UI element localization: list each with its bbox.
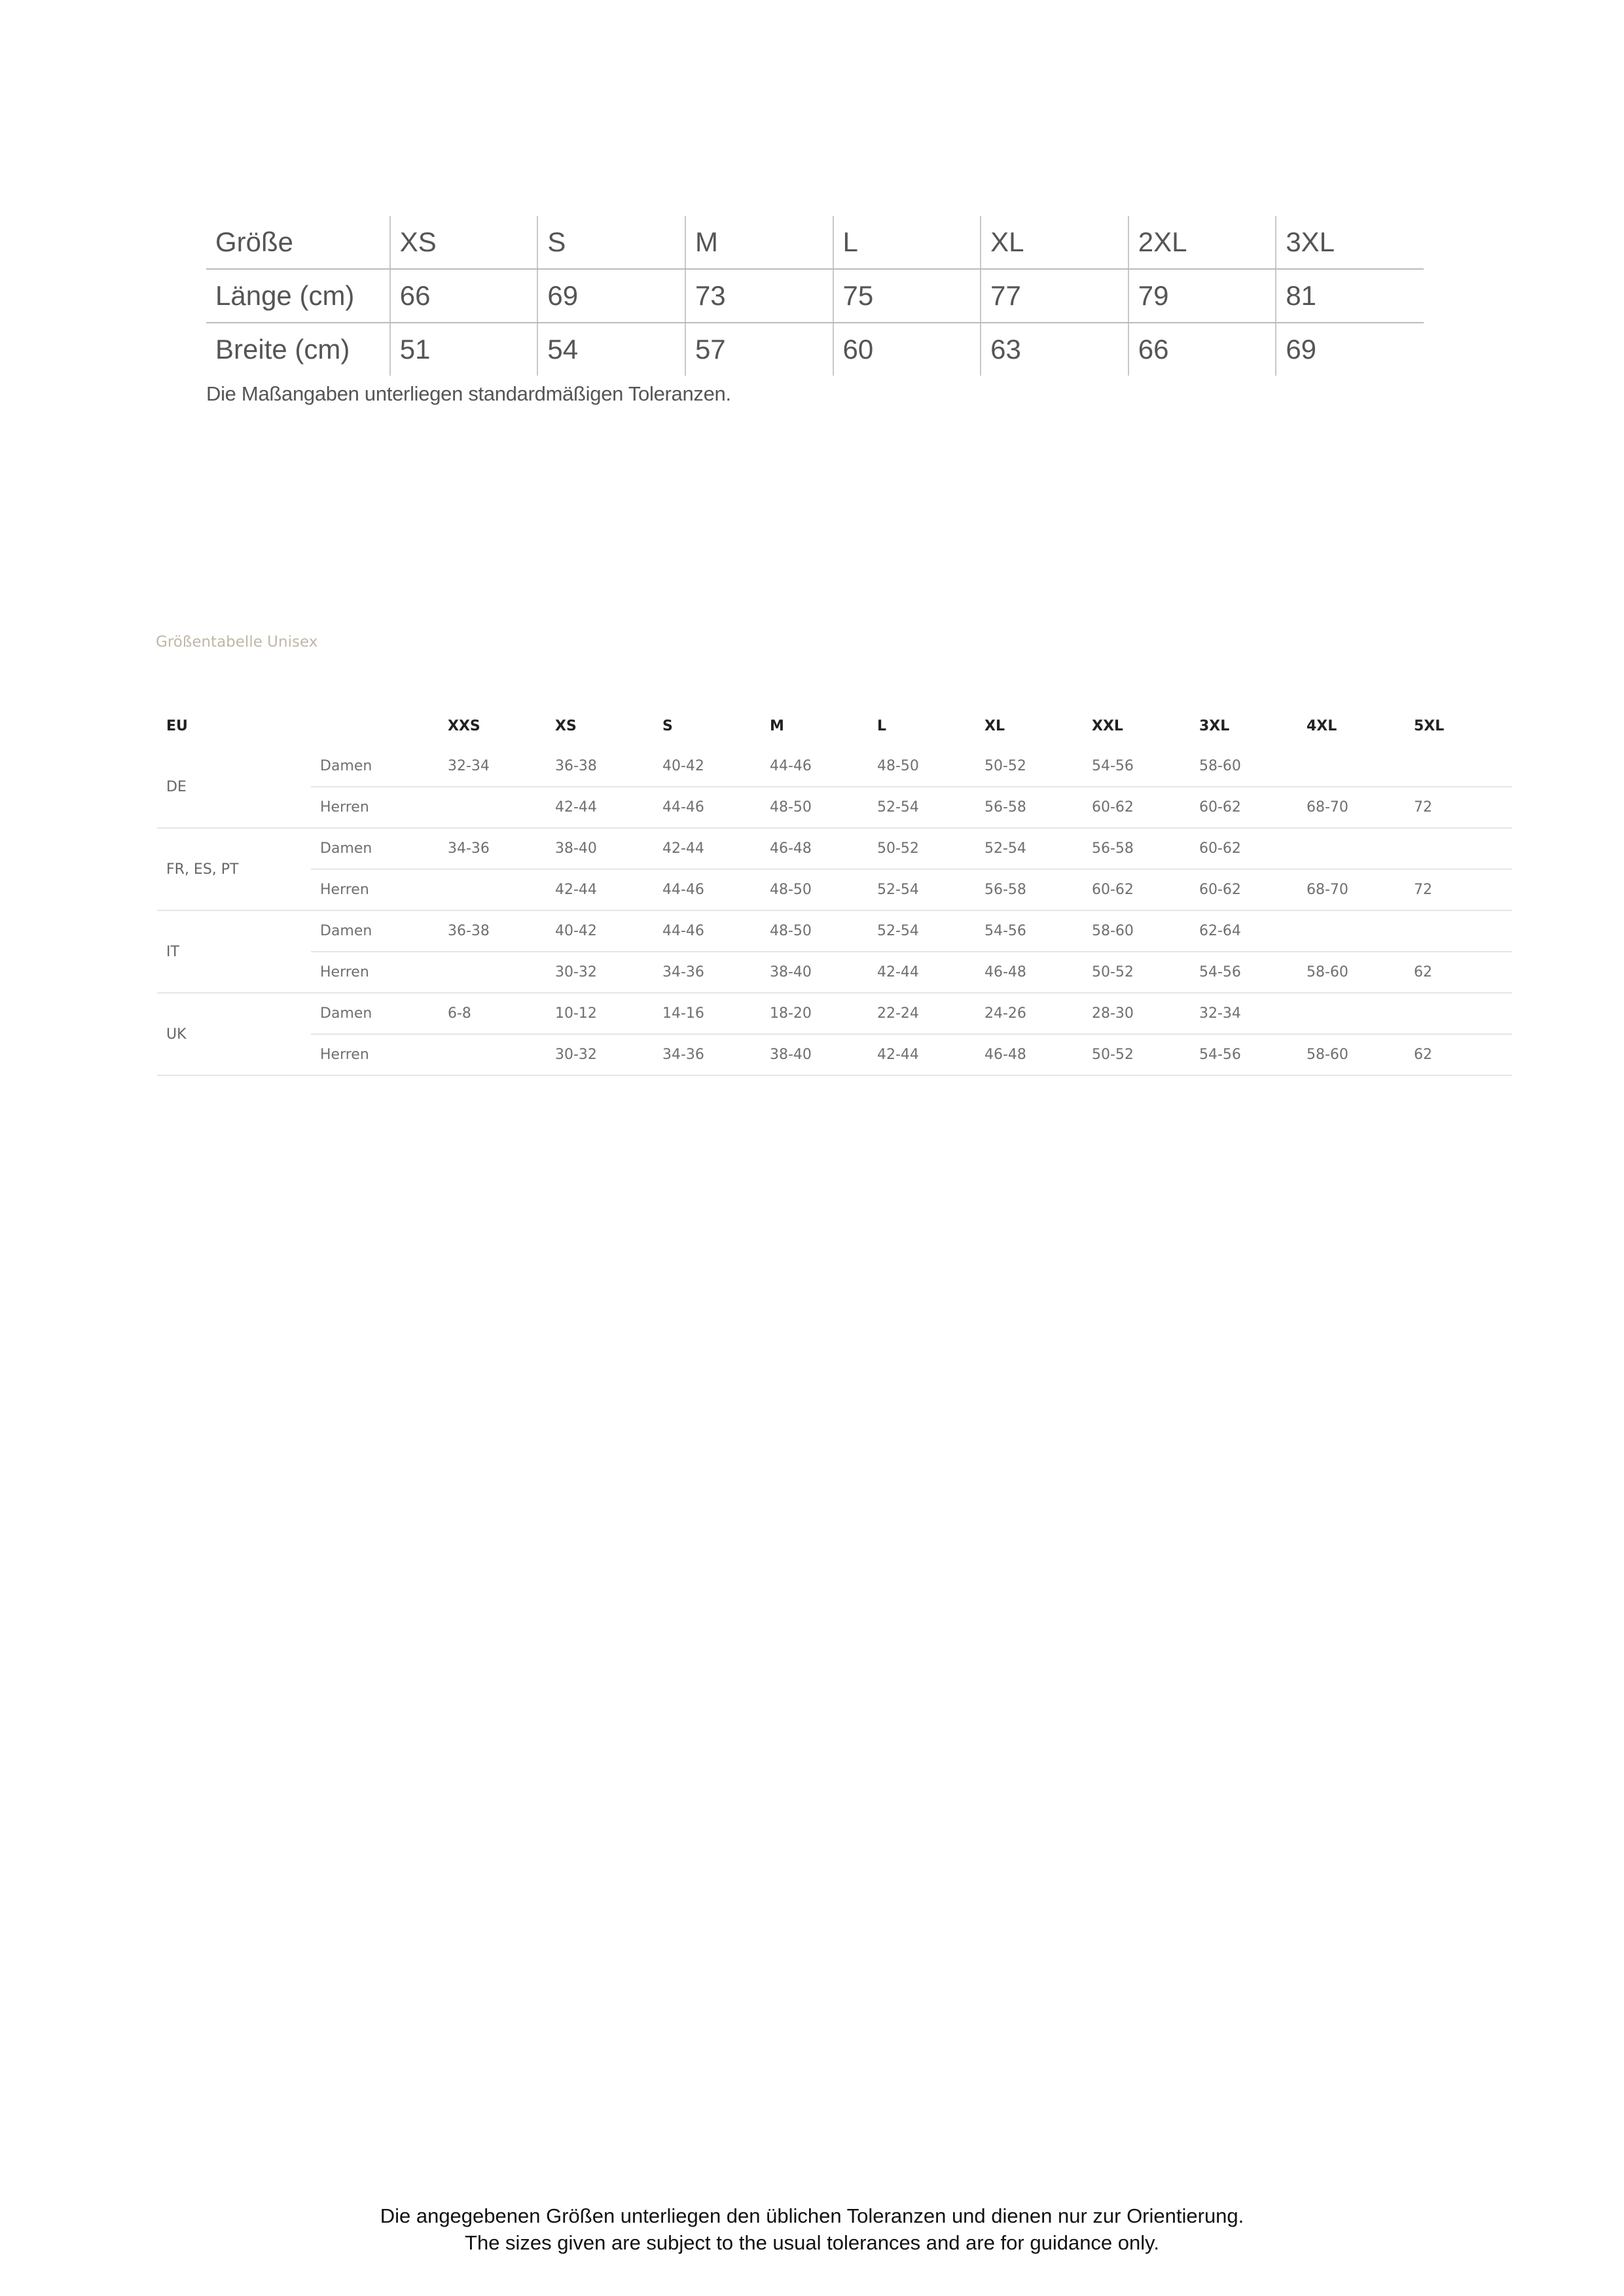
unisex-header-region: EU — [166, 717, 188, 734]
unisex-size-cell: 42-44 — [546, 869, 653, 910]
unisex-gender-label: Herren — [311, 1034, 439, 1075]
unisex-header-size: 5XL — [1414, 717, 1445, 734]
unisex-header-size: XL — [984, 717, 1005, 734]
unisex-size-cell: 18-20 — [761, 993, 868, 1034]
measurement-header-cell: S — [537, 216, 685, 269]
measurement-header-cell: 2XL — [1128, 216, 1276, 269]
unisex-size-cell — [1405, 828, 1512, 869]
measurement-cell: 69 — [1276, 323, 1424, 376]
unisex-size-cell: 24-26 — [975, 993, 1083, 1034]
unisex-size-cell: 42-44 — [653, 828, 761, 869]
measurement-tolerance-note: Die Maßangaben unterliegen standardmäßigen Toleranzen. — [206, 382, 731, 405]
measurement-header-cell: XS — [390, 216, 538, 269]
measurement-cell: 57 — [685, 323, 833, 376]
unisex-size-cell: 52-54 — [868, 910, 975, 952]
unisex-header-size: XXL — [1092, 717, 1123, 734]
unisex-chart-title: Größentabelle Unisex — [156, 634, 318, 651]
unisex-size-cell: 46-48 — [975, 1034, 1083, 1075]
unisex-size-cell: 42-44 — [868, 1034, 975, 1075]
unisex-size-cell: 30-32 — [546, 952, 653, 993]
unisex-size-cell: 56-58 — [1083, 828, 1190, 869]
footer-disclaimer — [0, 2202, 1624, 2256]
unisex-size-cell: 54-56 — [975, 910, 1083, 952]
unisex-gender-label: Herren — [311, 952, 439, 993]
table-row — [157, 993, 1512, 1034]
unisex-size-cell — [439, 869, 546, 910]
unisex-size-cell: 54-56 — [1190, 1034, 1297, 1075]
unisex-size-cell: 62 — [1405, 1034, 1512, 1075]
unisex-gender-label: Herren — [311, 787, 439, 828]
unisex-size-cell: 42-44 — [546, 787, 653, 828]
unisex-size-cell — [1405, 993, 1512, 1034]
measurement-cell: 79 — [1128, 269, 1276, 323]
unisex-size-cell — [1405, 746, 1512, 787]
measurement-cell: 60 — [833, 323, 981, 376]
footer-line-english: The sizes given are subject to the usual tolerances and are for guidance only. — [465, 2231, 1159, 2254]
unisex-size-cell: 60-62 — [1083, 869, 1190, 910]
unisex-header-row — [157, 706, 1512, 746]
unisex-size-cell: 48-50 — [761, 910, 868, 952]
unisex-size-cell: 44-46 — [761, 746, 868, 787]
unisex-size-cell: 46-48 — [761, 828, 868, 869]
unisex-size-cell: 60-62 — [1190, 828, 1297, 869]
table-row — [157, 787, 1512, 828]
measurement-cell: 54 — [537, 323, 685, 376]
unisex-header-size: XS — [555, 717, 577, 734]
unisex-size-cell: 40-42 — [653, 746, 761, 787]
unisex-size-cell: 68-70 — [1297, 787, 1405, 828]
unisex-table-body — [157, 746, 1512, 1075]
unisex-size-cell: 32-34 — [439, 746, 546, 787]
unisex-header-size: 3XL — [1199, 717, 1230, 734]
unisex-size-cell: 62-64 — [1190, 910, 1297, 952]
unisex-gender-label: Damen — [311, 910, 439, 952]
measurement-header-cell: 3XL — [1276, 216, 1424, 269]
measurement-section — [206, 216, 1424, 406]
measurement-cell: 63 — [981, 323, 1128, 376]
unisex-size-cell: 44-46 — [653, 787, 761, 828]
unisex-size-cell: 54-56 — [1190, 952, 1297, 993]
unisex-size-cell: 10-12 — [546, 993, 653, 1034]
unisex-size-cell: 38-40 — [761, 952, 868, 993]
table-row — [157, 1034, 1512, 1075]
unisex-gender-label: Herren — [311, 869, 439, 910]
unisex-size-table — [157, 706, 1512, 1076]
unisex-size-cell: 72 — [1405, 787, 1512, 828]
unisex-size-cell: 46-48 — [975, 952, 1083, 993]
measurement-cell: 81 — [1276, 269, 1424, 323]
unisex-size-cell: 54-56 — [1083, 746, 1190, 787]
unisex-size-cell: 6-8 — [439, 993, 546, 1034]
unisex-header-size: M — [770, 717, 784, 734]
table-row — [157, 910, 1512, 952]
unisex-header-gender — [311, 706, 439, 746]
unisex-size-cell: 38-40 — [761, 1034, 868, 1075]
unisex-size-cell: 40-42 — [546, 910, 653, 952]
unisex-size-cell — [439, 1034, 546, 1075]
unisex-size-cell: 38-40 — [546, 828, 653, 869]
measurement-row-label: Breite (cm) — [215, 334, 350, 365]
unisex-region-label: IT — [157, 910, 311, 993]
unisex-size-cell: 60-62 — [1190, 787, 1297, 828]
unisex-region-label: DE — [157, 746, 311, 828]
unisex-size-cell — [1297, 828, 1405, 869]
measurement-cell: 73 — [685, 269, 833, 323]
unisex-size-cell: 14-16 — [653, 993, 761, 1034]
unisex-size-cell: 48-50 — [761, 787, 868, 828]
unisex-size-cell: 60-62 — [1190, 869, 1297, 910]
unisex-size-cell: 72 — [1405, 869, 1512, 910]
unisex-size-cell: 22-24 — [868, 993, 975, 1034]
table-row — [157, 746, 1512, 787]
unisex-size-cell: 60-62 — [1083, 787, 1190, 828]
unisex-header-size: L — [877, 717, 887, 734]
measurement-cell: 51 — [390, 323, 538, 376]
unisex-size-cell: 50-52 — [868, 828, 975, 869]
unisex-size-cell: 34-36 — [653, 1034, 761, 1075]
measurement-header-cell: M — [685, 216, 833, 269]
table-row — [157, 952, 1512, 993]
measurement-cell: 69 — [537, 269, 685, 323]
unisex-size-cell — [1297, 993, 1405, 1034]
unisex-size-cell — [1297, 910, 1405, 952]
measurement-header-cell: L — [833, 216, 981, 269]
unisex-size-cell: 32-34 — [1190, 993, 1297, 1034]
measurement-row-label: Länge (cm) — [206, 269, 390, 323]
unisex-size-cell — [1297, 746, 1405, 787]
unisex-size-cell: 52-54 — [868, 869, 975, 910]
unisex-size-cell: 58-60 — [1083, 910, 1190, 952]
measurement-header-cell: Größe — [206, 216, 390, 269]
unisex-header-size: 4XL — [1307, 717, 1337, 734]
unisex-size-cell: 36-38 — [546, 746, 653, 787]
measurement-table — [206, 216, 1424, 376]
unisex-size-cell: 68-70 — [1297, 869, 1405, 910]
measurement-cell: 66 — [390, 269, 538, 323]
unisex-size-cell: 48-50 — [761, 869, 868, 910]
unisex-size-cell: 34-36 — [439, 828, 546, 869]
measurement-cell: 77 — [981, 269, 1128, 323]
unisex-size-cell — [439, 952, 546, 993]
unisex-size-cell: 50-52 — [1083, 952, 1190, 993]
unisex-size-cell: 30-32 — [546, 1034, 653, 1075]
unisex-section — [157, 706, 1486, 1076]
measurement-cell: 75 — [833, 269, 981, 323]
measurement-header-cell: XL — [981, 216, 1128, 269]
measurement-row-length — [206, 269, 1424, 323]
unisex-size-cell: 58-60 — [1297, 1034, 1405, 1075]
unisex-header-size: XXS — [448, 717, 480, 734]
unisex-gender-label: Damen — [311, 746, 439, 787]
unisex-size-cell: 58-60 — [1190, 746, 1297, 787]
footer-line-german: Die angegebenen Größen unterliegen den üblichen Toleranzen und dienen nur zur Orientierung. — [380, 2204, 1244, 2227]
measurement-row-width — [206, 323, 1424, 376]
unisex-size-cell: 28-30 — [1083, 993, 1190, 1034]
unisex-region-label: FR, ES, PT — [157, 828, 311, 910]
unisex-size-cell: 34-36 — [653, 952, 761, 993]
table-row — [157, 869, 1512, 910]
unisex-gender-label: Damen — [311, 993, 439, 1034]
unisex-size-cell — [439, 787, 546, 828]
unisex-size-cell: 44-46 — [653, 910, 761, 952]
unisex-size-cell: 58-60 — [1297, 952, 1405, 993]
unisex-size-cell: 42-44 — [868, 952, 975, 993]
unisex-size-cell: 56-58 — [975, 869, 1083, 910]
unisex-size-cell: 44-46 — [653, 869, 761, 910]
unisex-size-cell: 50-52 — [1083, 1034, 1190, 1075]
unisex-gender-label: Damen — [311, 828, 439, 869]
measurement-cell: 66 — [1128, 323, 1276, 376]
unisex-size-cell: 56-58 — [975, 787, 1083, 828]
unisex-size-cell: 48-50 — [868, 746, 975, 787]
unisex-size-cell: 52-54 — [975, 828, 1083, 869]
unisex-region-label: UK — [157, 993, 311, 1075]
unisex-size-cell: 50-52 — [975, 746, 1083, 787]
unisex-size-cell — [1405, 910, 1512, 952]
unisex-size-cell: 36-38 — [439, 910, 546, 952]
table-row — [157, 828, 1512, 869]
measurement-header-row — [206, 216, 1424, 269]
unisex-size-cell: 52-54 — [868, 787, 975, 828]
unisex-header-size: S — [662, 717, 673, 734]
unisex-size-cell: 62 — [1405, 952, 1512, 993]
